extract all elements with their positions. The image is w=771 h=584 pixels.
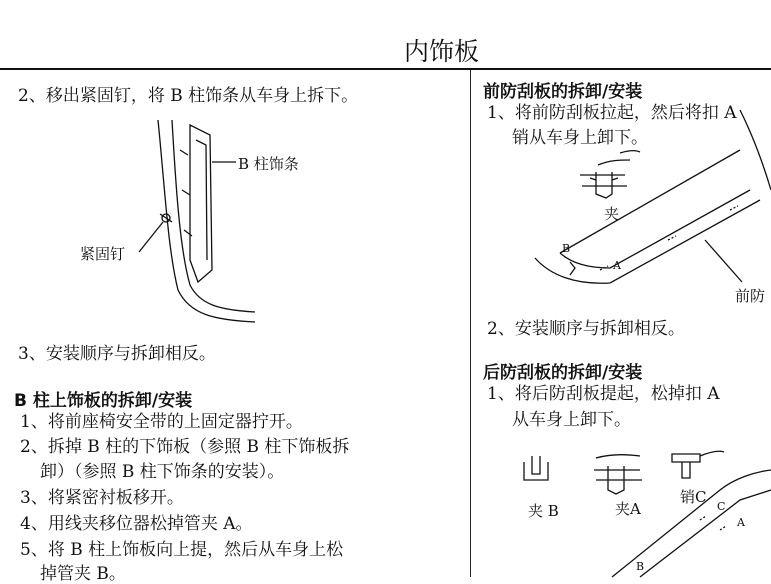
label-mark-c: C [717,500,726,513]
rear-step-1-line-1: 1、将后防刮板提起，松掉扣 A [487,384,720,404]
list-item: 3、将紧密衬板移开。 [20,488,184,508]
front-step-1-line-1: 1、将前防刮板拉起，然后将扣 A [487,103,737,123]
label-pin-c: 销C [680,488,707,506]
step-2-remove-fastener: 2、移出紧固钉，将 B 柱饰条从车身上拆下。 [18,86,359,106]
label-mark-b: B [562,242,571,255]
list-item: 5、将 B 柱上饰板向上提，然后从车身上松 [20,540,344,560]
list-item: 卸）（参照 B 柱下饰条的安装）。 [40,462,285,482]
list-item: 4、用线夹移位器松掉管夹 A。 [20,514,253,534]
front-step-1-line-2: 销从车身上卸下。 [512,128,648,148]
section-heading-rear-scuff: 后防刮板的拆卸/安装 [483,363,643,383]
label-fastener: 紧固钉 [80,245,126,263]
section-heading-front-scuff: 前防刮板的拆卸/安装 [483,82,643,102]
label-b-pillar-trim: B 柱饰条 [238,155,299,173]
label-mark-b-rear: B [636,560,645,573]
label-front-callout: 前防 [735,287,766,305]
list-item: 1、将前座椅安全带的上固定器拧开。 [20,412,303,432]
rear-step-1-line-2: 从车身上卸下。 [512,410,631,430]
list-item: 2、拆掉 B 柱的下饰板（参照 B 柱下饰板拆 [20,437,350,457]
label-clip-b: 夹 B [528,502,559,520]
section-heading-b-pillar-upper: B 柱上饰板的拆卸/安装 [14,391,193,411]
front-step-2: 2、安装顺序与拆卸相反。 [487,319,685,339]
page-title: 内饰板 [404,37,480,66]
label-clip-a: 夹A [615,500,641,518]
label-mark-a: A [613,259,621,272]
step-3-install: 3、安装顺序与拆卸相反。 [18,344,216,364]
label-mark-a-rear: A [737,516,745,529]
list-item: 掉管夹 B。 [40,564,126,584]
label-clip: 夹 [604,205,620,223]
